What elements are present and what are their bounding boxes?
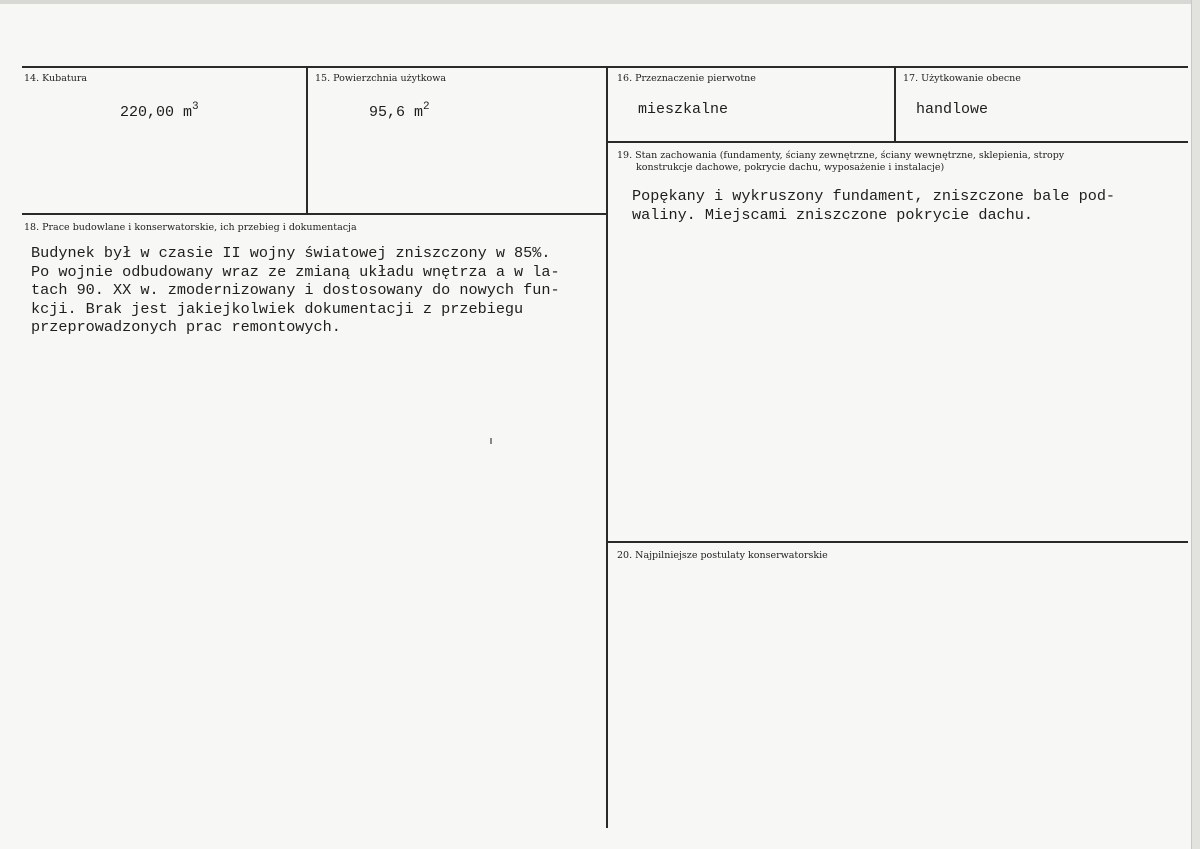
postulaty-label: 20. Najpilniejsze postulaty konserwatorskie [617, 550, 828, 561]
prace-line: przeprowadzonych prac remontowych. [31, 318, 341, 336]
paper-speck [490, 438, 492, 444]
prace-line: kcji. Brak jest jakiejkolwiek dokumentacji z przebiegu [31, 299, 524, 318]
card-right-edge [1191, 0, 1200, 849]
stan-line: Popękany i wykruszony fundament, zniszczone bale pod- [632, 187, 1116, 205]
prace-line: Po wojnie odbudowany wraz ze zmianą układu wnętrza a w la- [31, 262, 560, 281]
prace-label: 18. Prace budowlane i konserwatorskie, ich przebieg i dokumentacja [24, 222, 357, 233]
prace-text [31, 244, 560, 337]
kubatura-value: 220,00 $m^3$ [120, 101, 199, 121]
rule-above-18 [22, 213, 608, 215]
rule-above-20 [608, 541, 1188, 543]
przeznaczenie-value: mieszkalne [638, 101, 729, 118]
stan-line: waliny. Miejscami zniszczone pokrycie dachu. [632, 205, 1034, 224]
przeznaczenie-label: 16. Przeznaczenie pierwotne [617, 73, 756, 84]
prace-line: tach 90. XX w. zmodernizowany i dostosowany do nowych fun- [31, 281, 560, 299]
prace-line: Budynek był w czasie II wojny światowej zniszczony w 85%. [31, 244, 551, 262]
uzytkowanie-value: handlowe [916, 101, 989, 118]
divider-14-15 [306, 66, 308, 214]
uzytkowanie-label: 17. Użytkowanie obecne [903, 73, 1021, 84]
stan-label-line2: konstrukcje dachowe, pokrycie dachu, wyposażenie i instalacje) [636, 162, 945, 173]
top-rule [22, 66, 1188, 68]
powierzchnia-label: 15. Powierzchnia użytkowa [315, 73, 447, 84]
stan-label-line1: 19. Stan zachowania (fundamenty, ściany zewnętrzne, ściany wewnętrzne, sklepienia, stropy [617, 150, 1065, 161]
divider-16-17 [894, 66, 896, 142]
stan-text [632, 187, 1115, 224]
center-divider [606, 66, 608, 828]
card-top-edge [0, 0, 1200, 4]
kubatura-label: 14. Kubatura [24, 73, 88, 84]
powierzchnia-value: 95,6 $m^2$ [369, 101, 430, 121]
rule-above-19 [608, 141, 1188, 143]
